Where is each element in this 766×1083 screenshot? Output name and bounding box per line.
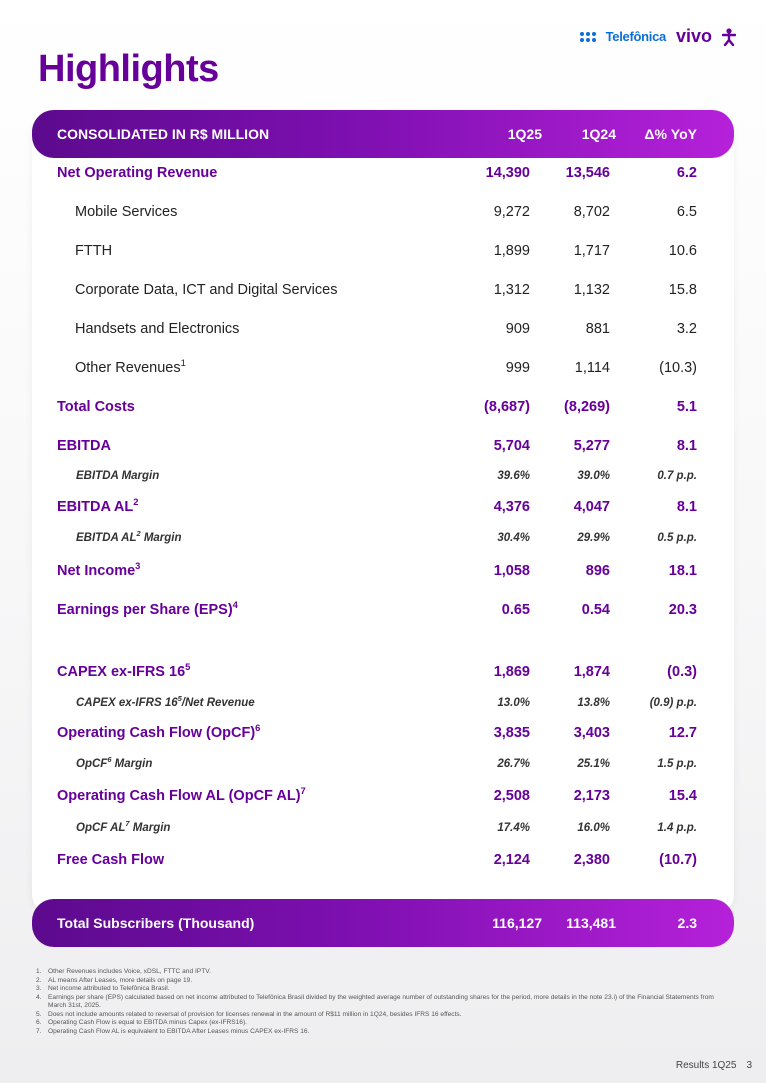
row-value-yoy: 8.1 (676, 499, 697, 515)
table-row (32, 781, 734, 811)
table-row (32, 197, 734, 227)
footnotes (36, 968, 716, 1037)
table-row (32, 523, 734, 553)
row-value-1q25: 1,869 (493, 664, 530, 680)
row-value-1q24: 2,173 (573, 788, 610, 804)
table-header (32, 110, 734, 158)
table-row (32, 275, 734, 305)
header-col-1q24: 1Q24 (581, 126, 616, 142)
footnote-ref: 7 (125, 819, 130, 829)
row-value-1q24: 25.1% (577, 758, 610, 770)
footnote: 6. Operating Cash Flow is equal to EBITDA minus Capex (ex-IFRS16). (36, 1019, 247, 1027)
page-title: Highlights (38, 48, 219, 90)
table-row (32, 813, 734, 843)
row-label: Mobile Services (75, 204, 178, 220)
row-label: Free Cash Flow (57, 852, 165, 868)
row-label: Operating Cash Flow AL (OpCF AL)$^7$ (57, 785, 306, 804)
row-label: Net Income$^3$ (57, 560, 141, 579)
row-label: EBITDA Margin (76, 470, 160, 482)
vivo-wordmark: vivo (675, 26, 712, 46)
total-value-1q24: 113,481 (566, 915, 616, 931)
brand-logos (580, 26, 736, 47)
row-value-1q24: 1,874 (573, 664, 610, 680)
row-value-yoy: 0.7 p.p. (657, 470, 697, 482)
footnote-ref: 2 (133, 496, 139, 508)
telefonica-wordmark: Telefônica (605, 29, 666, 44)
page-number: 3 (746, 1060, 752, 1071)
row-value-1q24: 0.54 (581, 602, 610, 618)
vivo-figure-icon (722, 28, 736, 46)
row-value-1q24: 1,114 (574, 360, 610, 376)
row-value-1q24: 5,277 (573, 438, 610, 454)
footnote: 1. Other Revenues includes Voice, xDSL, FTTC and IPTV. (36, 968, 211, 975)
table-row (32, 595, 734, 625)
row-value-yoy: 1.4 p.p. (657, 822, 697, 834)
table-row (32, 556, 734, 586)
row-label: Handsets and Electronics (75, 321, 240, 337)
row-label: Earnings per Share (EPS)$^4$ (57, 599, 238, 618)
row-value-1q25: 1,058 (493, 563, 530, 579)
footnote: 2. AL means After Leases, more details on page 19. (36, 976, 193, 984)
total-subscribers-row (32, 899, 734, 947)
row-value-yoy: 18.1 (668, 563, 697, 579)
table-row (32, 688, 734, 718)
row-label: OpCF$^6$ Margin (76, 755, 153, 770)
row-value-1q24: 8,702 (573, 204, 610, 220)
row-label: EBITDA $AL^2$ (57, 496, 139, 515)
footnote-ref: 3 (135, 560, 141, 572)
footnote-ref: 2 (136, 529, 141, 539)
row-value-yoy: 1.5 p.p. (657, 758, 697, 770)
footnote-ref: 5 (185, 661, 191, 673)
row-label: CAPEX ex-IFRS $16^5$ (57, 661, 191, 680)
total-value-yoy: 2.3 (677, 915, 697, 931)
footnote-ref: 1 (180, 357, 186, 369)
row-value-1q25: 4,376 (493, 499, 530, 515)
table-row (32, 657, 734, 687)
table-row (32, 392, 734, 422)
row-value-1q24: 4,047 (573, 499, 610, 515)
row-value-1q24: 13.8% (577, 697, 610, 709)
row-value-1q25: 14,390 (485, 165, 530, 181)
report-label: Results 1Q25 (675, 1060, 737, 1071)
row-value-yoy: 0.5 p.p. (657, 532, 697, 544)
footnote-ref: 5 (177, 694, 182, 704)
row-value-1q24: 1,717 (573, 243, 610, 259)
row-value-1q24: 3,403 (573, 725, 610, 741)
row-value-yoy: (0.3) (667, 664, 697, 680)
row-value-1q25: 999 (505, 360, 530, 376)
row-value-yoy: 6.5 (676, 204, 697, 220)
row-label: Net Operating Revenue (57, 165, 218, 181)
row-label: Operating Cash Flow (OpCF)$^6$ (57, 722, 261, 741)
page-footer (676, 1060, 752, 1071)
row-label: CAPEX ex-IFRS $16^5$/Net Revenue (76, 694, 255, 709)
row-value-1q24: 39.0% (577, 470, 610, 482)
row-value-yoy: 10.6 (668, 243, 697, 259)
row-value-1q24: 2,380 (573, 852, 610, 868)
row-value-1q24: 1,132 (573, 282, 610, 298)
header-col-yoy: Δ% YoY (644, 126, 697, 142)
row-value-1q24: 881 (585, 321, 610, 337)
table-row (32, 431, 734, 461)
row-value-yoy: (0.9) p.p. (649, 697, 697, 709)
row-value-1q24: (8,269) (564, 399, 610, 415)
footnote: 7. Operating Cash Flow AL is equivalent to EBITDA After Leases minus CAPEX ex-IFRS 16. (36, 1027, 310, 1035)
row-value-1q25: 3,835 (493, 725, 530, 741)
row-value-yoy: (10.7) (659, 852, 697, 868)
footnote-ref: 4 (232, 599, 238, 611)
row-value-1q24: 16.0% (577, 822, 610, 834)
row-value-yoy: 8.1 (676, 438, 697, 454)
table-row (32, 749, 734, 779)
row-value-1q25: 13.0% (497, 697, 530, 709)
table-row (32, 492, 734, 522)
row-value-1q25: 1,312 (493, 282, 530, 298)
header-col-1q25: 1Q25 (507, 126, 542, 142)
table-row (32, 353, 734, 383)
row-label: Corporate Data, ICT and Digital Services (75, 282, 338, 298)
row-value-1q25: 17.4% (497, 822, 530, 834)
row-value-1q25: 39.6% (497, 470, 530, 482)
row-label: Other Revenues$^1$ (75, 357, 186, 376)
row-value-yoy: 20.3 (668, 602, 697, 618)
table-row (32, 314, 734, 344)
row-label: EBITDA $AL^2$ Margin (76, 529, 182, 544)
row-value-1q24: 13,546 (565, 165, 610, 181)
row-label: FTTH (75, 243, 113, 259)
table-row (32, 718, 734, 748)
row-value-1q25: 9,272 (493, 204, 530, 220)
row-value-1q25: 909 (505, 321, 530, 337)
row-label: Total Costs (57, 399, 135, 415)
footnote-ref: 7 (300, 785, 306, 797)
row-value-1q25: 2,124 (493, 852, 530, 868)
row-value-yoy: 15.8 (668, 282, 697, 298)
row-value-yoy: (10.3) (659, 360, 697, 376)
row-value-1q25: 0.65 (501, 602, 530, 618)
footnote: 3. Net income attributed to Telefônica Brasil. (36, 985, 170, 993)
row-value-yoy: 3.2 (676, 321, 697, 337)
row-value-yoy: 15.4 (668, 788, 697, 804)
table-row (32, 158, 734, 188)
header-label: CONSOLIDATED IN R$ MILLION (57, 126, 270, 142)
row-value-1q25: 30.4% (497, 532, 530, 544)
row-value-1q25: (8,687) (484, 399, 530, 415)
row-value-1q24: 896 (585, 563, 610, 579)
row-value-1q25: 1,899 (493, 243, 530, 259)
row-value-yoy: 6.2 (676, 165, 697, 181)
footnote: 4. Earnings per share (EPS) calculated based on net income attributed to Telefônica Brasil divided by the weighted average number of outstanding shares for the period, more details in the note 23.i) of the Financial Statements from March 31st, 2025. (36, 993, 714, 1010)
row-value-yoy: 12.7 (668, 725, 697, 741)
row-value-yoy: 5.1 (676, 399, 697, 415)
row-value-1q25: 2,508 (493, 788, 530, 804)
table-row (32, 236, 734, 266)
row-value-1q24: 29.9% (577, 532, 610, 544)
telefonica-logo-icon (580, 32, 596, 42)
footnote-ref: 6 (107, 755, 112, 765)
table-row (32, 845, 734, 875)
footnote: 5. Does not include amounts related to reversal of provision for licenses renewal in the amount of R$11 million in 1Q24, besides IFRS 16 effects. (36, 1010, 462, 1018)
table-row (32, 461, 734, 491)
row-label: EBITDA (57, 438, 111, 454)
total-label: Total Subscribers (Thousand) (57, 915, 255, 931)
row-label: OpCF $AL^7$ Margin (76, 819, 171, 834)
row-value-1q25: 5,704 (493, 438, 530, 454)
footnote-ref: 6 (255, 722, 261, 734)
row-value-1q25: 26.7% (497, 758, 530, 770)
total-value-1q25: 116,127 (492, 915, 542, 931)
